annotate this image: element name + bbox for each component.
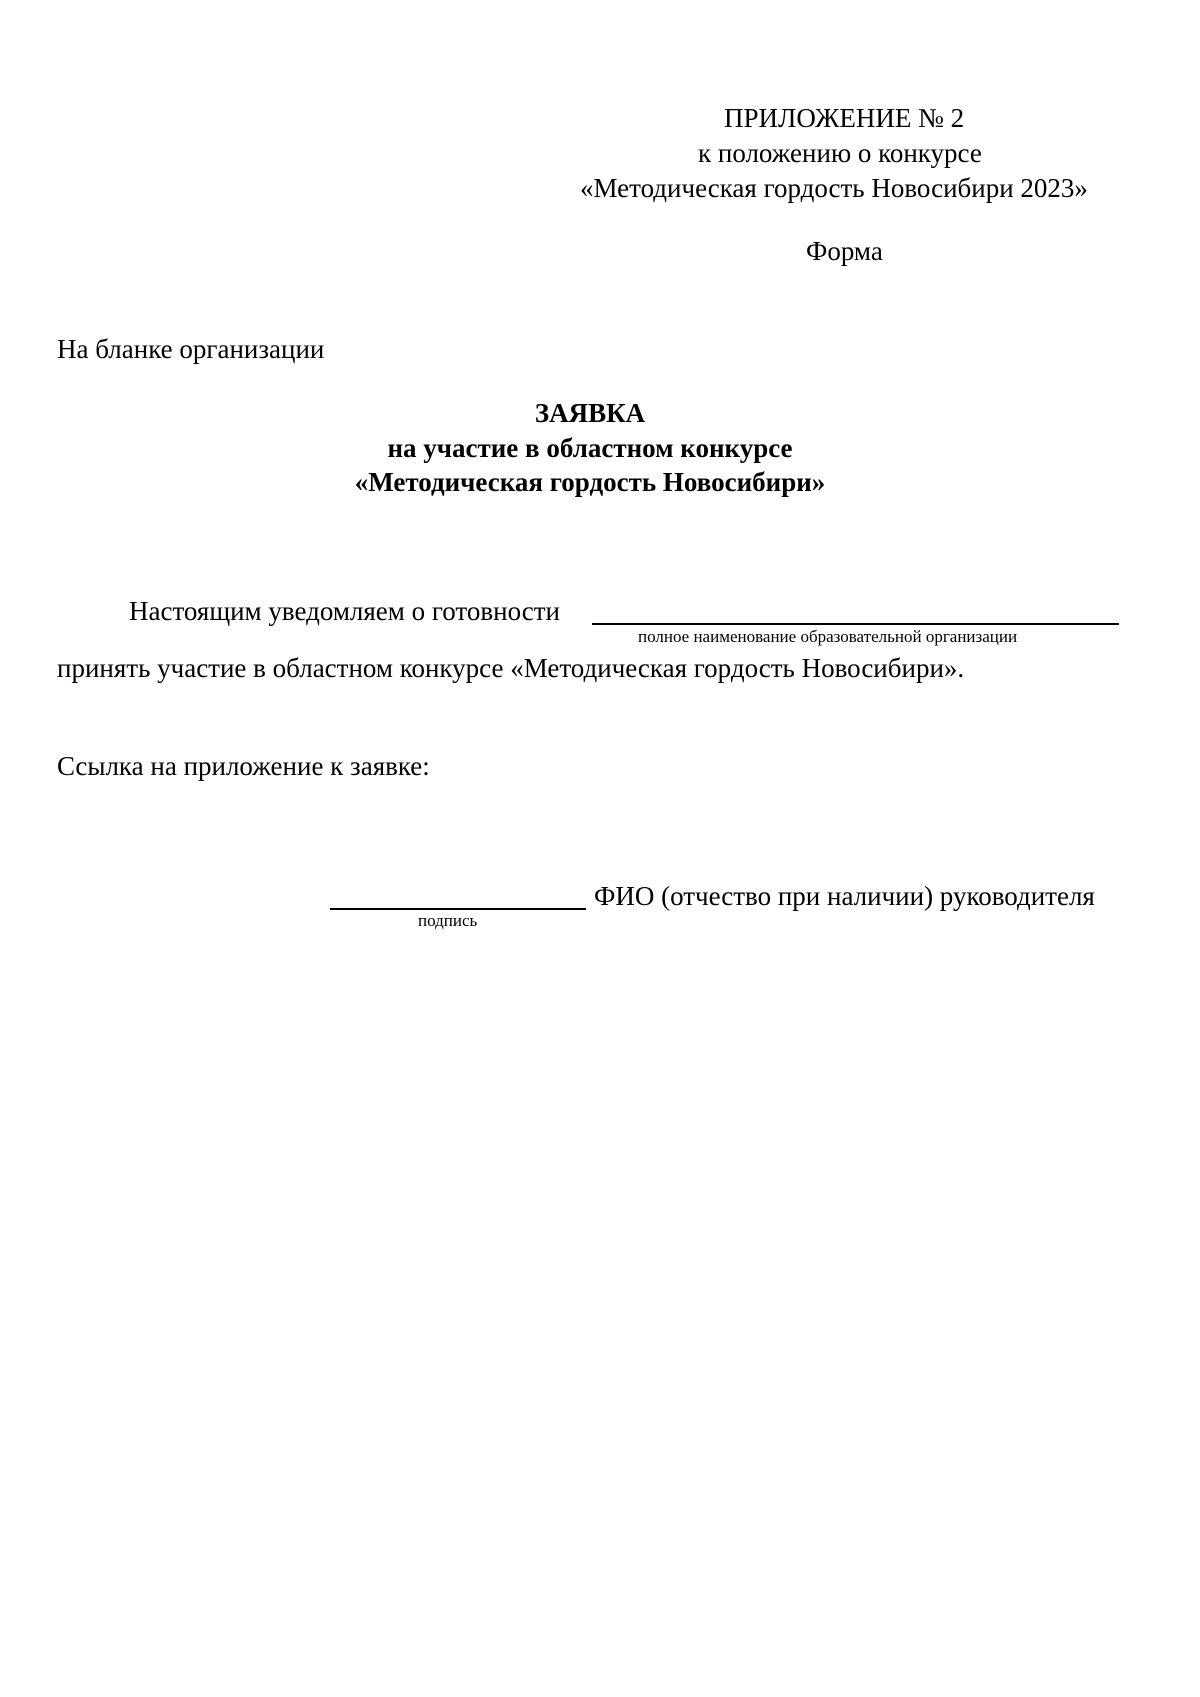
application-title: ЗАЯВКА (534, 398, 646, 428)
application-subtitle-1: на участие в областном конкурсе (387, 433, 793, 463)
form-label: Форма (806, 236, 883, 266)
appendix-subtitle-1: к положению о конкурсе (698, 138, 982, 168)
head-name-label: ФИО (отчество при наличии) руководителя (594, 881, 1095, 911)
appendix-title: ПРИЛОЖЕНИЕ № 2 (724, 103, 965, 133)
notify-text: Настоящим уведомляем о готовности (129, 596, 560, 626)
application-subtitle-2: «Методическая гордость Новосибири» (354, 467, 826, 497)
signature-caption: подпись (418, 911, 478, 930)
letterhead-note: На бланке организации (57, 334, 325, 364)
signature-blank-line (330, 908, 586, 910)
organization-name-caption: полное наименование образовательной организации (638, 627, 1018, 646)
appendix-subtitle-2: «Методическая гордость Новосибири 2023» (580, 173, 1088, 203)
organization-name-blank-line (592, 623, 1119, 625)
appendix-link-label: Ссылка на приложение к заявке: (57, 751, 430, 781)
participate-text: принять участие в областном конкурсе «Методическая гордость Новосибири». (57, 653, 965, 683)
